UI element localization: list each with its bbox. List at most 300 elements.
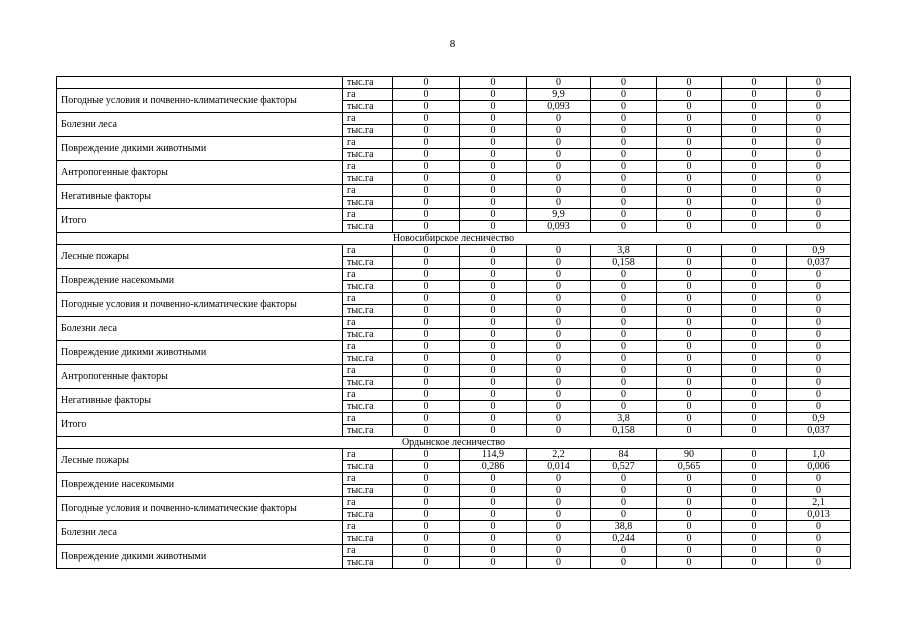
unit-cell: тыс.га xyxy=(343,485,393,497)
value-cell: 0 xyxy=(787,401,851,413)
value-cell: 0 xyxy=(527,533,591,545)
unit-cell: тыс.га xyxy=(343,149,393,161)
value-cell: 0 xyxy=(393,533,460,545)
value-cell: 0 xyxy=(527,353,591,365)
value-cell: 0,093 xyxy=(527,101,591,113)
section-row xyxy=(57,437,851,449)
value-cell: 0 xyxy=(722,485,787,497)
value-cell: 0,093 xyxy=(527,221,591,233)
unit-cell: тыс.га xyxy=(343,557,393,569)
value-cell: 0,014 xyxy=(527,461,591,473)
value-cell: 0 xyxy=(722,521,787,533)
unit-cell: тыс.га xyxy=(343,377,393,389)
value-cell: 0 xyxy=(393,353,460,365)
unit-cell: тыс.га xyxy=(343,101,393,113)
value-cell: 0 xyxy=(393,197,460,209)
value-cell: 0 xyxy=(722,221,787,233)
value-cell: 0 xyxy=(460,365,527,377)
value-cell: 0 xyxy=(657,413,722,425)
value-cell: 0 xyxy=(787,89,851,101)
value-cell: 0 xyxy=(591,509,657,521)
row-label: Итого xyxy=(57,413,343,437)
value-cell: 0 xyxy=(460,377,527,389)
value-cell: 0 xyxy=(722,113,787,125)
value-cell: 0 xyxy=(591,101,657,113)
value-cell: 0 xyxy=(591,185,657,197)
value-cell: 0 xyxy=(722,173,787,185)
value-cell: 0 xyxy=(527,473,591,485)
value-cell: 0 xyxy=(591,113,657,125)
forest-damage-table xyxy=(56,76,851,569)
value-cell: 0 xyxy=(393,257,460,269)
value-cell: 0 xyxy=(393,245,460,257)
value-cell: 0,037 xyxy=(787,257,851,269)
table-row xyxy=(57,77,851,89)
table-row xyxy=(57,137,851,149)
value-cell: 0 xyxy=(460,77,527,89)
unit-cell: тыс.га xyxy=(343,425,393,437)
value-cell: 0 xyxy=(722,281,787,293)
value-cell: 0 xyxy=(460,509,527,521)
unit-cell: га xyxy=(343,89,393,101)
table-row xyxy=(57,449,851,461)
value-cell: 0 xyxy=(787,269,851,281)
value-cell: 114,9 xyxy=(460,449,527,461)
value-cell: 0 xyxy=(722,401,787,413)
value-cell: 0 xyxy=(591,377,657,389)
value-cell: 0 xyxy=(722,557,787,569)
unit-cell: га xyxy=(343,137,393,149)
value-cell: 0 xyxy=(591,197,657,209)
value-cell: 0 xyxy=(657,317,722,329)
value-cell: 0 xyxy=(460,497,527,509)
row-label: Болезни леса xyxy=(57,113,343,137)
unit-cell: тыс.га xyxy=(343,329,393,341)
value-cell: 0 xyxy=(527,521,591,533)
value-cell: 0 xyxy=(657,557,722,569)
value-cell: 0 xyxy=(393,497,460,509)
value-cell: 0 xyxy=(393,401,460,413)
value-cell: 0 xyxy=(787,353,851,365)
page-number: 8 xyxy=(449,38,456,50)
value-cell: 0 xyxy=(787,137,851,149)
unit-cell: га xyxy=(343,365,393,377)
value-cell: 0 xyxy=(722,125,787,137)
value-cell: 0 xyxy=(591,365,657,377)
value-cell: 0 xyxy=(393,221,460,233)
value-cell: 0 xyxy=(460,389,527,401)
value-cell: 0 xyxy=(460,137,527,149)
value-cell: 0,037 xyxy=(787,425,851,437)
value-cell: 0 xyxy=(527,509,591,521)
value-cell: 0 xyxy=(527,245,591,257)
value-cell: 0 xyxy=(460,185,527,197)
value-cell: 0 xyxy=(393,377,460,389)
value-cell: 0 xyxy=(527,389,591,401)
value-cell: 0 xyxy=(460,149,527,161)
row-label: Антропогенные факторы xyxy=(57,161,343,185)
value-cell: 84 xyxy=(591,449,657,461)
value-cell: 0 xyxy=(591,401,657,413)
value-cell: 0 xyxy=(591,389,657,401)
value-cell: 0 xyxy=(460,113,527,125)
value-cell: 0 xyxy=(393,125,460,137)
value-cell: 0 xyxy=(527,401,591,413)
value-cell: 0 xyxy=(527,557,591,569)
row-label: Повреждение насекомыми xyxy=(57,473,343,497)
value-cell: 0 xyxy=(591,89,657,101)
value-cell: 0 xyxy=(527,149,591,161)
value-cell: 0 xyxy=(722,305,787,317)
value-cell: 0 xyxy=(591,293,657,305)
row-label: Болезни леса xyxy=(57,521,343,545)
row-label: Негативные факторы xyxy=(57,185,343,209)
value-cell: 0 xyxy=(657,149,722,161)
value-cell: 0 xyxy=(527,341,591,353)
value-cell: 0 xyxy=(460,545,527,557)
value-cell: 0 xyxy=(787,533,851,545)
table-row xyxy=(57,317,851,329)
value-cell: 0 xyxy=(657,101,722,113)
value-cell: 0 xyxy=(460,245,527,257)
value-cell: 0 xyxy=(527,185,591,197)
value-cell: 0 xyxy=(527,377,591,389)
value-cell: 0 xyxy=(722,149,787,161)
value-cell: 0 xyxy=(787,521,851,533)
value-cell: 0 xyxy=(527,77,591,89)
value-cell: 0 xyxy=(393,293,460,305)
value-cell: 0 xyxy=(787,173,851,185)
value-cell: 0 xyxy=(722,461,787,473)
value-cell: 0 xyxy=(657,221,722,233)
unit-cell: тыс.га xyxy=(343,305,393,317)
value-cell: 0 xyxy=(657,485,722,497)
value-cell: 0 xyxy=(787,473,851,485)
table-row xyxy=(57,545,851,557)
value-cell: 0 xyxy=(722,365,787,377)
value-cell: 0 xyxy=(460,401,527,413)
value-cell: 0 xyxy=(393,281,460,293)
unit-cell: га xyxy=(343,185,393,197)
value-cell: 0 xyxy=(591,317,657,329)
value-cell: 0 xyxy=(393,389,460,401)
value-cell: 0 xyxy=(722,389,787,401)
value-cell: 0 xyxy=(722,473,787,485)
unit-cell: тыс.га xyxy=(343,221,393,233)
value-cell: 0 xyxy=(591,329,657,341)
row-label: Повреждение дикими животными xyxy=(57,341,343,365)
value-cell: 0 xyxy=(722,257,787,269)
unit-cell: тыс.га xyxy=(343,533,393,545)
value-cell: 0 xyxy=(787,221,851,233)
value-cell: 0 xyxy=(591,149,657,161)
value-cell: 2,1 xyxy=(787,497,851,509)
value-cell: 0 xyxy=(787,365,851,377)
value-cell: 0,565 xyxy=(657,461,722,473)
value-cell: 38,8 xyxy=(591,521,657,533)
value-cell: 0 xyxy=(722,293,787,305)
value-cell: 0 xyxy=(460,173,527,185)
value-cell: 0 xyxy=(722,377,787,389)
value-cell: 0 xyxy=(460,317,527,329)
unit-cell: га xyxy=(343,113,393,125)
row-label-empty xyxy=(57,77,343,89)
value-cell: 0 xyxy=(722,425,787,437)
unit-cell: тыс.га xyxy=(343,401,393,413)
value-cell: 0 xyxy=(787,113,851,125)
value-cell: 0 xyxy=(460,125,527,137)
row-label: Повреждение дикими животными xyxy=(57,545,343,569)
value-cell: 0 xyxy=(722,209,787,221)
value-cell: 0 xyxy=(787,101,851,113)
value-cell: 0 xyxy=(722,329,787,341)
unit-cell: тыс.га xyxy=(343,353,393,365)
value-cell: 0 xyxy=(657,425,722,437)
value-cell: 0 xyxy=(460,485,527,497)
table-row xyxy=(57,185,851,197)
value-cell: 0 xyxy=(393,149,460,161)
unit-cell: га xyxy=(343,341,393,353)
row-label: Погодные условия и почвенно-климатические факторы xyxy=(57,497,343,521)
value-cell: 0 xyxy=(527,293,591,305)
value-cell: 0 xyxy=(722,185,787,197)
value-cell: 0 xyxy=(787,389,851,401)
table-row xyxy=(57,113,851,125)
value-cell: 0 xyxy=(460,473,527,485)
value-cell: 0 xyxy=(787,329,851,341)
value-cell: 0 xyxy=(527,329,591,341)
row-label: Лесные пожары xyxy=(57,245,343,269)
value-cell: 0 xyxy=(657,161,722,173)
unit-cell: га xyxy=(343,389,393,401)
value-cell: 0 xyxy=(722,497,787,509)
value-cell: 0 xyxy=(787,317,851,329)
value-cell: 0 xyxy=(591,341,657,353)
row-label: Антропогенные факторы xyxy=(57,365,343,389)
value-cell: 0 xyxy=(393,185,460,197)
value-cell: 0 xyxy=(591,557,657,569)
value-cell: 0 xyxy=(722,245,787,257)
value-cell: 0 xyxy=(657,497,722,509)
value-cell: 0 xyxy=(393,425,460,437)
value-cell: 0 xyxy=(657,473,722,485)
section-title: Новосибирское лесничество xyxy=(57,233,851,245)
value-cell: 0,158 xyxy=(591,425,657,437)
value-cell: 0 xyxy=(591,353,657,365)
value-cell: 0 xyxy=(722,413,787,425)
unit-cell: га xyxy=(343,245,393,257)
value-cell: 0 xyxy=(393,269,460,281)
value-cell: 0 xyxy=(460,329,527,341)
value-cell: 0 xyxy=(657,353,722,365)
value-cell: 0 xyxy=(393,485,460,497)
value-cell: 0 xyxy=(393,341,460,353)
value-cell: 0 xyxy=(527,425,591,437)
table-row xyxy=(57,293,851,305)
unit-cell: тыс.га xyxy=(343,77,393,89)
value-cell: 0 xyxy=(393,557,460,569)
value-cell: 0 xyxy=(527,413,591,425)
value-cell: 0 xyxy=(591,209,657,221)
value-cell: 0 xyxy=(787,293,851,305)
value-cell: 0 xyxy=(393,317,460,329)
value-cell: 9,9 xyxy=(527,89,591,101)
value-cell: 0 xyxy=(787,197,851,209)
value-cell: 0 xyxy=(722,509,787,521)
value-cell: 0 xyxy=(657,377,722,389)
value-cell: 0 xyxy=(787,77,851,89)
table-row xyxy=(57,269,851,281)
value-cell: 3,8 xyxy=(591,413,657,425)
value-cell: 0,244 xyxy=(591,533,657,545)
value-cell: 0 xyxy=(460,305,527,317)
value-cell: 0 xyxy=(722,101,787,113)
value-cell: 0 xyxy=(460,257,527,269)
value-cell: 0 xyxy=(460,101,527,113)
value-cell: 0 xyxy=(591,545,657,557)
table-row xyxy=(57,389,851,401)
value-cell: 0 xyxy=(527,305,591,317)
unit-cell: га xyxy=(343,269,393,281)
value-cell: 0 xyxy=(393,509,460,521)
value-cell: 0 xyxy=(393,113,460,125)
value-cell: 0 xyxy=(657,173,722,185)
value-cell: 0 xyxy=(527,485,591,497)
value-cell: 0 xyxy=(722,269,787,281)
value-cell: 0 xyxy=(460,521,527,533)
value-cell: 0,286 xyxy=(460,461,527,473)
value-cell: 0 xyxy=(591,269,657,281)
value-cell: 0 xyxy=(787,125,851,137)
value-cell: 0 xyxy=(393,365,460,377)
value-cell: 0 xyxy=(460,221,527,233)
value-cell: 0 xyxy=(460,557,527,569)
row-label: Повреждение дикими животными xyxy=(57,137,343,161)
table-row xyxy=(57,209,851,221)
value-cell: 0 xyxy=(657,185,722,197)
row-label: Погодные условия и почвенно-климатические факторы xyxy=(57,89,343,113)
value-cell: 0 xyxy=(393,137,460,149)
value-cell: 0 xyxy=(787,209,851,221)
value-cell: 0 xyxy=(787,545,851,557)
value-cell: 0 xyxy=(393,329,460,341)
value-cell: 0,9 xyxy=(787,245,851,257)
value-cell: 0 xyxy=(787,341,851,353)
value-cell: 0 xyxy=(460,341,527,353)
unit-cell: тыс.га xyxy=(343,257,393,269)
value-cell: 0 xyxy=(393,77,460,89)
value-cell: 0 xyxy=(591,281,657,293)
value-cell: 0 xyxy=(393,173,460,185)
value-cell: 0 xyxy=(527,269,591,281)
value-cell: 0 xyxy=(787,305,851,317)
value-cell: 0 xyxy=(787,377,851,389)
value-cell: 0 xyxy=(657,269,722,281)
value-cell: 0 xyxy=(591,137,657,149)
value-cell: 0 xyxy=(393,89,460,101)
section-title: Ордынское лесничество xyxy=(57,437,851,449)
value-cell: 0,158 xyxy=(591,257,657,269)
value-cell: 0 xyxy=(527,161,591,173)
value-cell: 0 xyxy=(722,89,787,101)
value-cell: 0 xyxy=(722,137,787,149)
value-cell: 0 xyxy=(722,545,787,557)
value-cell: 0 xyxy=(657,329,722,341)
row-label: Погодные условия и почвенно-климатические факторы xyxy=(57,293,343,317)
unit-cell: га xyxy=(343,209,393,221)
value-cell: 0 xyxy=(460,533,527,545)
unit-cell: тыс.га xyxy=(343,173,393,185)
unit-cell: га xyxy=(343,449,393,461)
unit-cell: га xyxy=(343,497,393,509)
value-cell: 0 xyxy=(657,77,722,89)
value-cell: 0 xyxy=(527,317,591,329)
value-cell: 1,0 xyxy=(787,449,851,461)
value-cell: 0 xyxy=(393,545,460,557)
table-row xyxy=(57,413,851,425)
unit-cell: тыс.га xyxy=(343,281,393,293)
section-row xyxy=(57,233,851,245)
unit-cell: га xyxy=(343,293,393,305)
row-label: Итого xyxy=(57,209,343,233)
value-cell: 0 xyxy=(657,125,722,137)
value-cell: 0 xyxy=(657,521,722,533)
unit-cell: тыс.га xyxy=(343,197,393,209)
table-body xyxy=(57,77,851,569)
value-cell: 0 xyxy=(657,281,722,293)
value-cell: 0 xyxy=(527,137,591,149)
value-cell: 0 xyxy=(657,89,722,101)
value-cell: 0 xyxy=(527,257,591,269)
value-cell: 0 xyxy=(591,473,657,485)
value-cell: 0 xyxy=(460,293,527,305)
unit-cell: га xyxy=(343,473,393,485)
value-cell: 0 xyxy=(460,425,527,437)
unit-cell: га xyxy=(343,161,393,173)
unit-cell: га xyxy=(343,521,393,533)
value-cell: 0 xyxy=(722,353,787,365)
value-cell: 0 xyxy=(460,89,527,101)
value-cell: 0 xyxy=(460,353,527,365)
unit-cell: тыс.га xyxy=(343,461,393,473)
row-label: Лесные пожары xyxy=(57,449,343,473)
value-cell: 0 xyxy=(657,293,722,305)
value-cell: 0 xyxy=(393,305,460,317)
table-row xyxy=(57,521,851,533)
value-cell: 0 xyxy=(657,509,722,521)
value-cell: 0 xyxy=(787,161,851,173)
value-cell: 0,013 xyxy=(787,509,851,521)
value-cell: 0 xyxy=(722,77,787,89)
value-cell: 2,2 xyxy=(527,449,591,461)
value-cell: 0,9 xyxy=(787,413,851,425)
value-cell: 0 xyxy=(722,161,787,173)
value-cell: 0 xyxy=(393,413,460,425)
value-cell: 0 xyxy=(657,365,722,377)
value-cell: 90 xyxy=(657,449,722,461)
value-cell: 0 xyxy=(460,281,527,293)
value-cell: 0 xyxy=(591,497,657,509)
value-cell: 0 xyxy=(722,341,787,353)
value-cell: 0 xyxy=(657,137,722,149)
unit-cell: га xyxy=(343,317,393,329)
value-cell: 0 xyxy=(460,197,527,209)
value-cell: 0 xyxy=(527,545,591,557)
value-cell: 0 xyxy=(657,401,722,413)
value-cell: 0 xyxy=(393,521,460,533)
unit-cell: га xyxy=(343,413,393,425)
value-cell: 0 xyxy=(527,173,591,185)
